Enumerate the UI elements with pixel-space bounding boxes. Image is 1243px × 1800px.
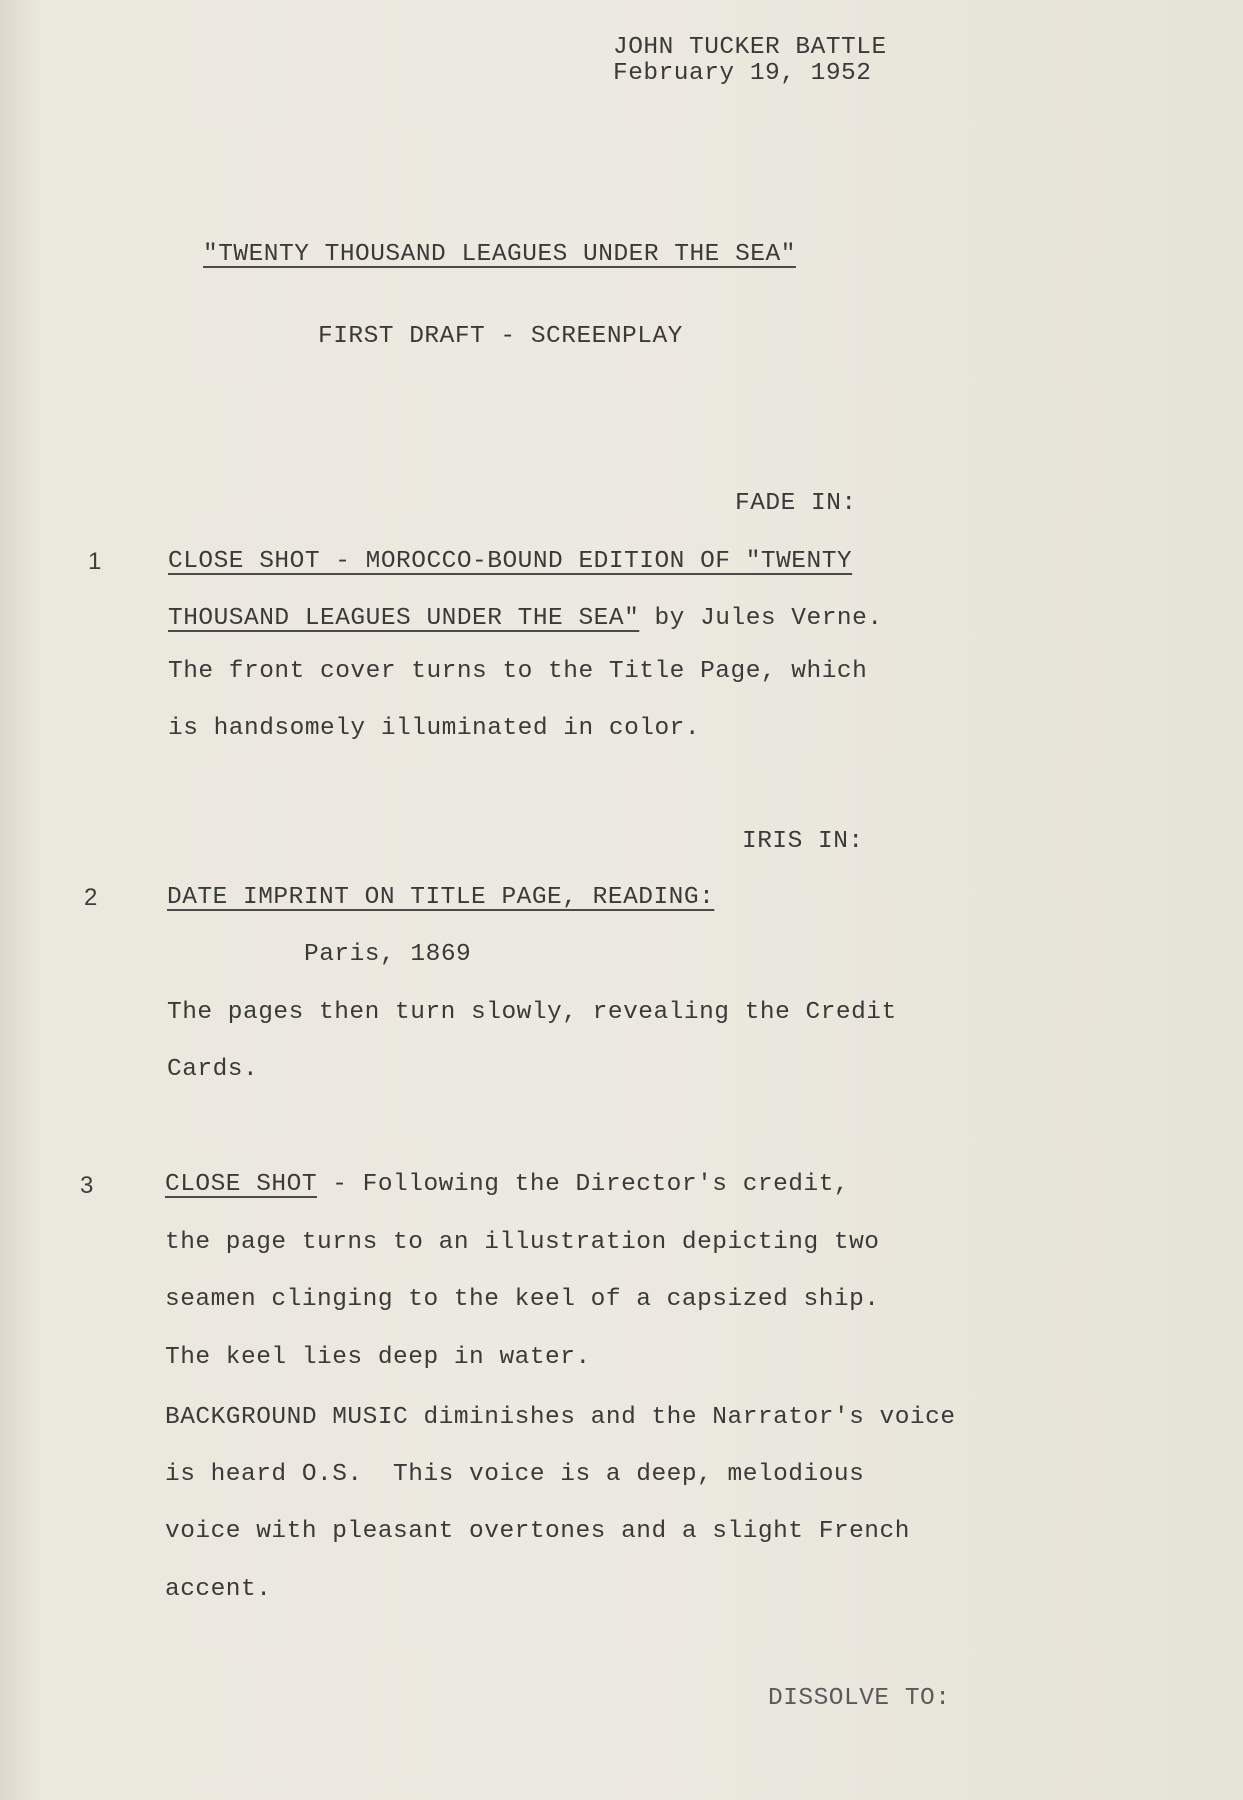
scene-2-imprint: Paris, 1869 xyxy=(304,941,472,968)
scene-3-heading-line xyxy=(165,1173,849,1198)
scene-3-text-line: seamen clinging to the keel of a capsized ship. xyxy=(165,1286,880,1313)
scene-3-heading: CLOSE SHOT xyxy=(165,1171,318,1198)
script-title: "TWENTY THOUSAND LEAGUES UNDER THE SEA" xyxy=(203,241,796,268)
scene-1-heading-underlined: THOUSAND LEAGUES UNDER THE SEA" xyxy=(168,605,640,632)
scene-number-3: 3 xyxy=(80,1172,94,1199)
document-date: February 19, 1952 xyxy=(613,60,872,87)
scene-1-text-line: is handsomely illuminated in color. xyxy=(168,715,701,742)
scene-2-text-line: Cards. xyxy=(167,1056,259,1083)
transition-fade-in: FADE IN: xyxy=(735,490,857,517)
scene-number-2: 2 xyxy=(84,884,98,911)
author-name: JOHN TUCKER BATTLE xyxy=(613,34,887,61)
scene-3-text-line: voice with pleasant overtones and a slight French xyxy=(165,1518,910,1545)
scene-3-text-line: BACKGROUND MUSIC diminishes and the Narrator's voice xyxy=(165,1404,956,1431)
scene-number-1: 1 xyxy=(88,548,102,575)
transition-dissolve-to: DISSOLVE TO: xyxy=(768,1685,951,1712)
scene-1-text-line: The front cover turns to the Title Page, which xyxy=(168,658,868,685)
scene-1-heading-line-1: CLOSE SHOT - MOROCCO-BOUND EDITION OF "TWENTY xyxy=(168,548,853,575)
scene-3-text-line: The keel lies deep in water. xyxy=(165,1344,591,1371)
scene-1-heading-line-2 xyxy=(168,607,883,632)
scene-1-heading-author: by Jules Verne. xyxy=(639,605,883,632)
transition-iris-in: IRIS IN: xyxy=(742,828,864,855)
scene-3-text-line: is heard O.S. This voice is a deep, melodious xyxy=(165,1461,865,1488)
draft-label: FIRST DRAFT - SCREENPLAY xyxy=(318,323,683,350)
scene-3-heading-tail: - Following the Director's credit, xyxy=(317,1171,850,1198)
scene-3-text-line: accent. xyxy=(165,1576,272,1603)
scene-3-text-line: the page turns to an illustration depicting two xyxy=(165,1229,880,1256)
scene-2-text-line: The pages then turn slowly, revealing the Credit xyxy=(167,999,897,1026)
scene-2-heading: DATE IMPRINT ON TITLE PAGE, READING: xyxy=(167,884,715,911)
